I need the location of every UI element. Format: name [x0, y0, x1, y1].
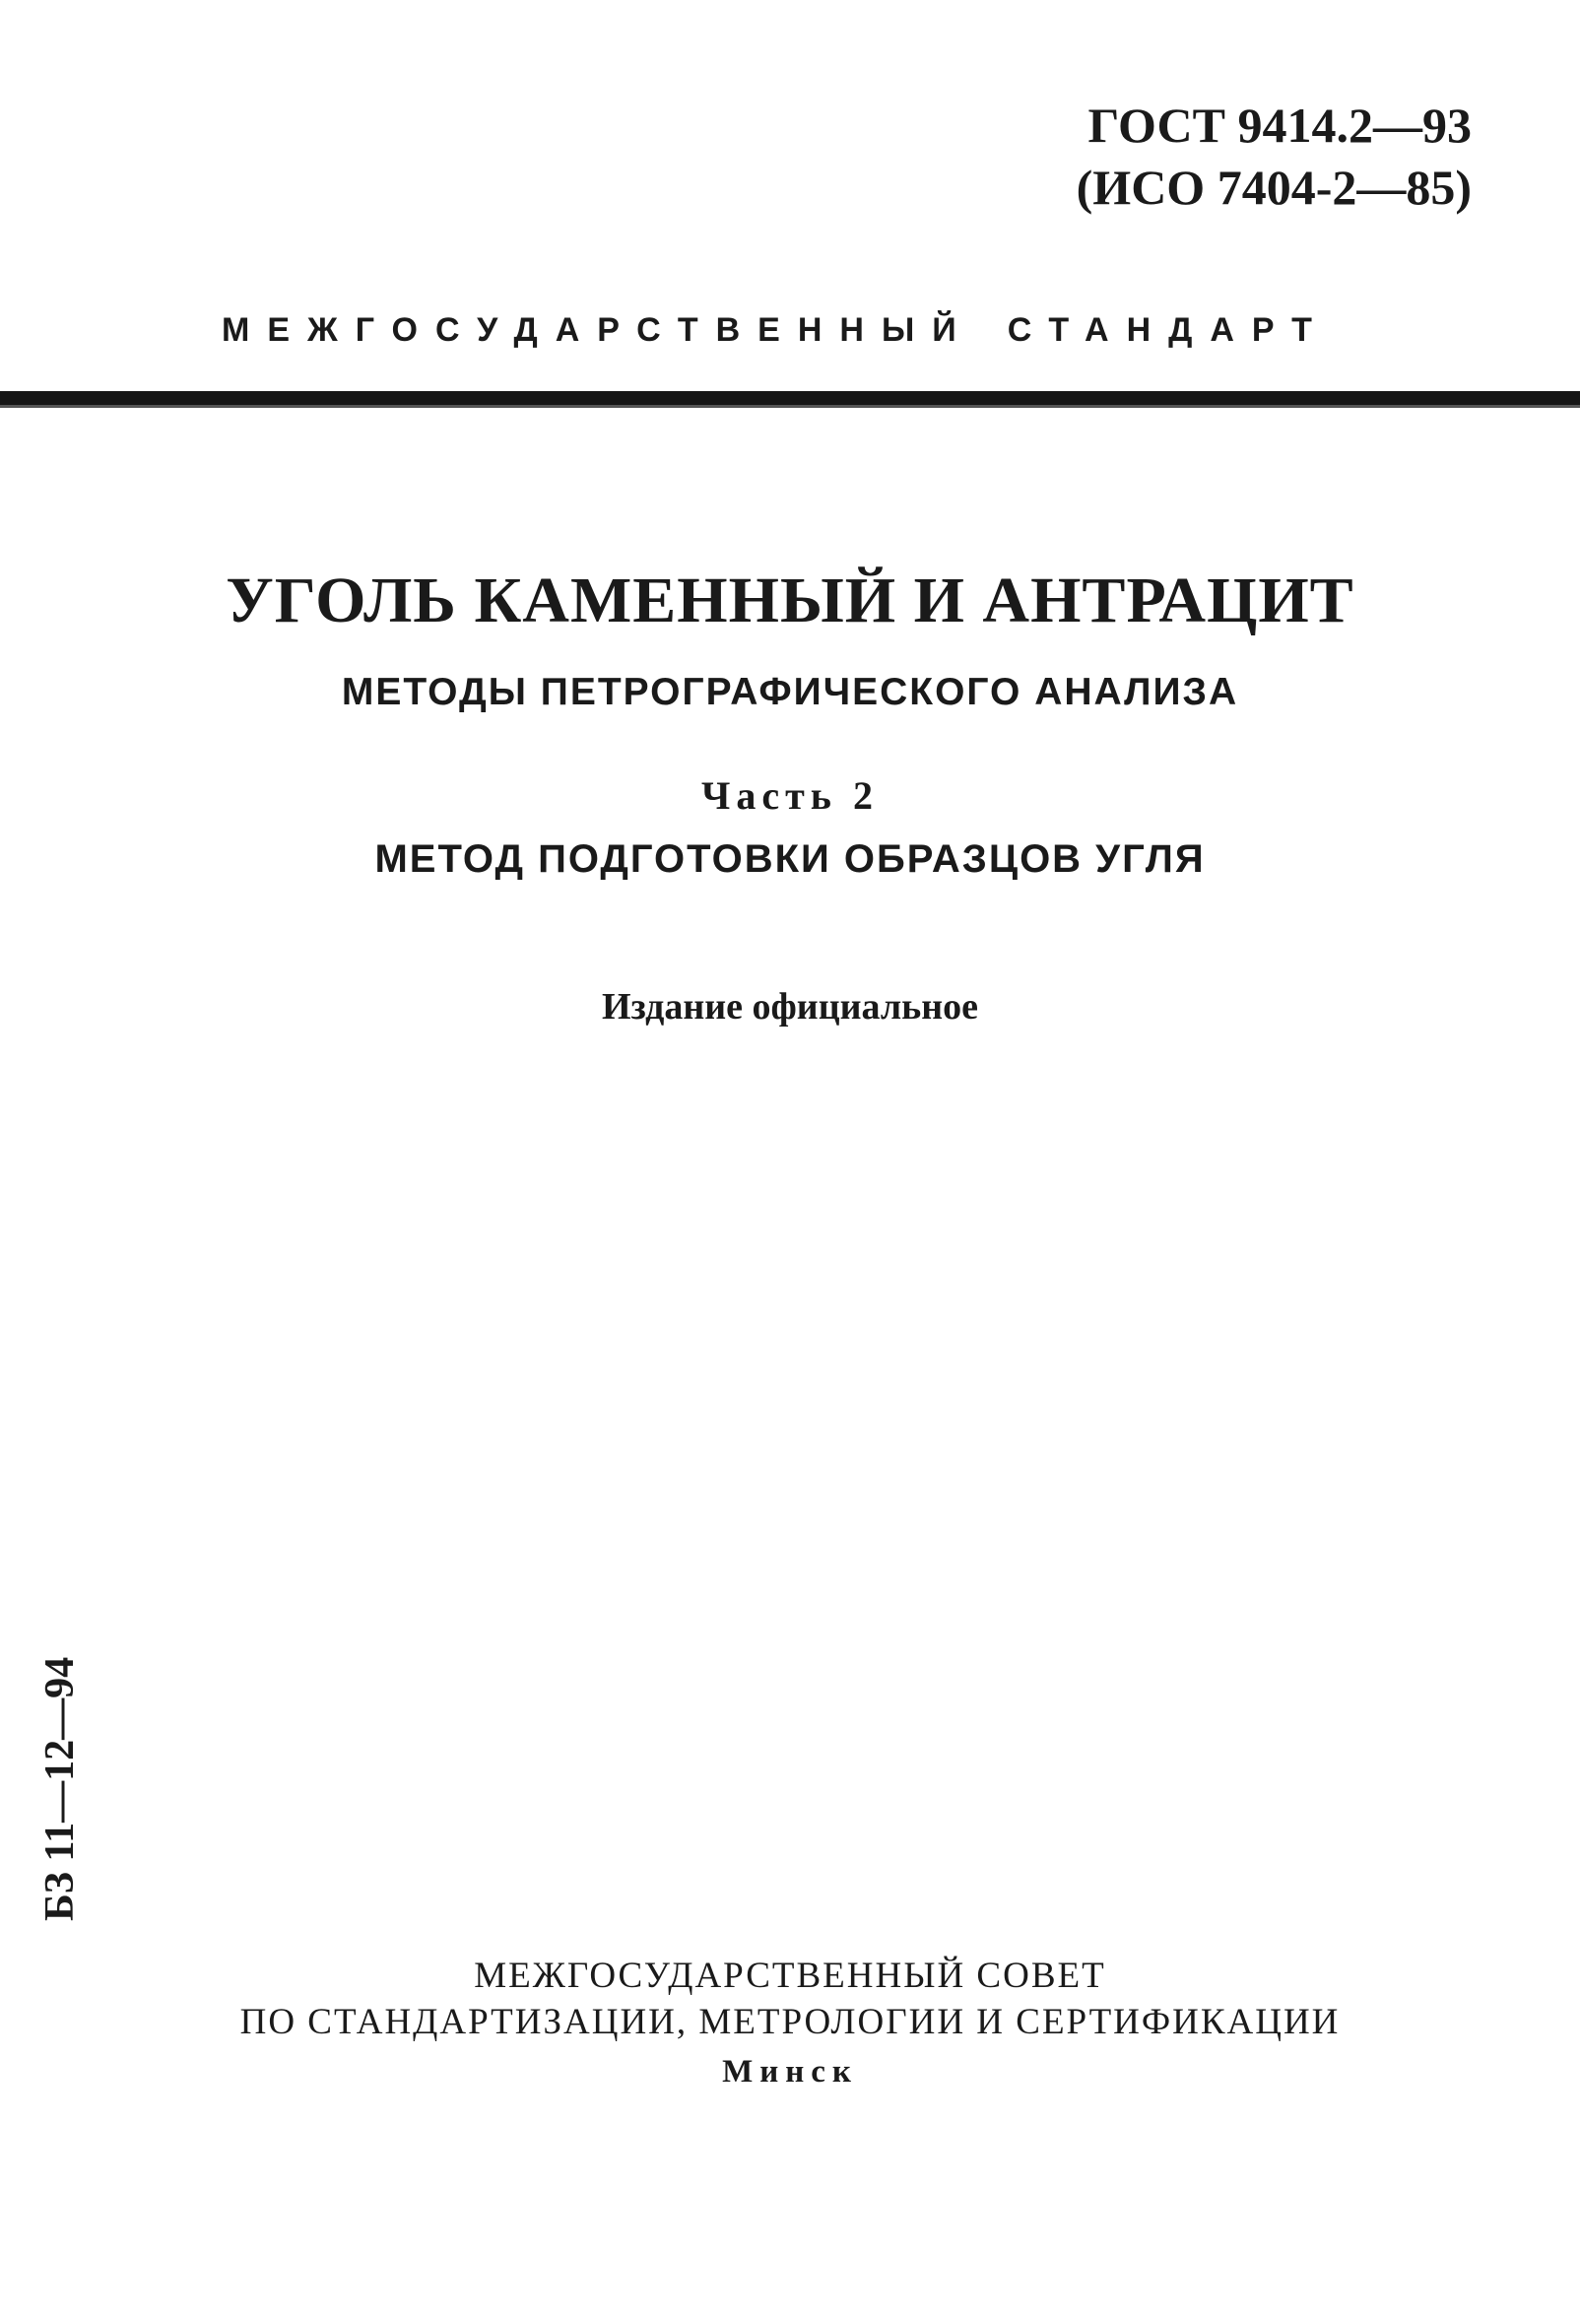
standard-type-heading [222, 313, 1330, 347]
document-title: УГОЛЬ КАМЕННЫЙ И АНТРАЦИТ [226, 564, 1354, 636]
iso-number: (ИСО 7404-2—85) [1076, 160, 1472, 215]
standard-type-word-1: МЕЖГОСУДАРСТВЕННЫЙ [222, 311, 974, 349]
publisher-line-1: МЕЖГОСУДАРСТВЕННЫЙ СОВЕТ [474, 1956, 1106, 1996]
standard-number: ГОСТ 9414.2—93 [1087, 98, 1472, 153]
side-print-code: БЗ 11—12—94 [37, 1656, 83, 1921]
document-subtitle: МЕТОДЫ ПЕТРОГРАФИЧЕСКОГО АНАЛИЗА [341, 671, 1239, 713]
part-label: Часть 2 [701, 773, 879, 818]
part-title: МЕТОД ПОДГОТОВКИ ОБРАЗЦОВ УГЛЯ [374, 837, 1206, 881]
publisher-line-2: ПО СТАНДАРТИЗАЦИИ, МЕТРОЛОГИИ И СЕРТИФИКАЦИИ [239, 2002, 1341, 2042]
edition-note: Издание официальное [601, 986, 978, 1028]
publisher-city: Минск [722, 2054, 858, 2090]
header-rule-shadow [0, 405, 1580, 408]
standard-type-word-2: СТАНДАРТ [1007, 311, 1330, 349]
